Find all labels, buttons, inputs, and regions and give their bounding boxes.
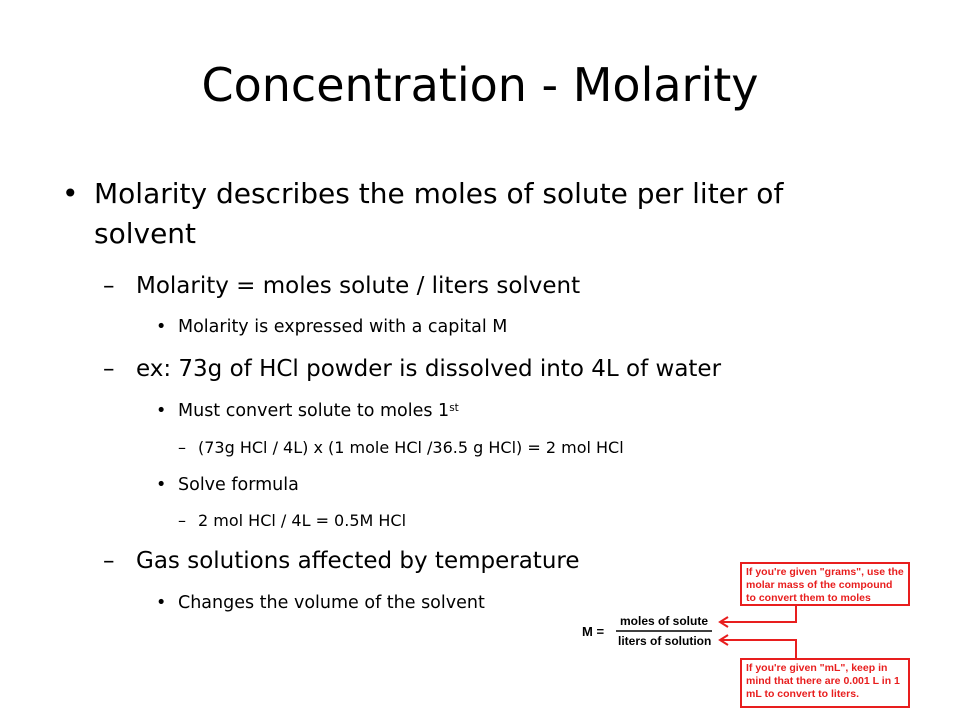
sub-bullet-gas: Gas solutions affected by temperature — [136, 548, 580, 574]
bullet-definition-line2: solvent — [94, 217, 197, 250]
example-step-convert-text: Must convert solute to moles 1 — [178, 401, 450, 421]
example-step-convert — [178, 400, 459, 422]
milliliters-note-box: If you're given "mL", keep in mind that there are 0.001 L in 1 mL to convert to liters. — [740, 658, 910, 708]
dash-marker: – — [103, 356, 115, 382]
molarity-symbol: M = — [582, 624, 605, 639]
bullet-marker: • — [156, 475, 167, 495]
dash-marker: – — [178, 438, 186, 457]
dash-marker: – — [178, 511, 186, 530]
bullet-marker: • — [62, 177, 79, 210]
example-calculation-molarity: 2 mol HCl / 4L = 0.5M HCl — [198, 511, 407, 530]
example-calculation-moles: (73g HCl / 4L) x (1 mole HCl /36.5 g HCl) = 2 mol HCl — [198, 438, 624, 457]
fraction-denominator: liters of solution — [618, 634, 712, 648]
example-step-solve: Solve formula — [178, 475, 299, 495]
fraction-numerator: moles of solute — [620, 614, 709, 628]
dash-marker: – — [103, 273, 115, 299]
molarity-formula-figure — [580, 560, 920, 710]
bullet-marker: • — [156, 593, 167, 613]
slide-title: Concentration - Molarity — [201, 58, 759, 112]
formula-note: Molarity is expressed with a capital M — [178, 317, 508, 337]
bullet-definition-line1: Molarity describes the moles of solute per liter of — [94, 177, 784, 210]
sub-bullet-formula: Molarity = moles solute / liters solvent — [136, 273, 581, 299]
dash-marker: – — [103, 548, 115, 574]
bullet-marker: • — [156, 317, 167, 337]
bullet-marker: • — [156, 401, 167, 421]
gas-note: Changes the volume of the solvent — [178, 593, 485, 613]
ordinal-suffix: st — [449, 402, 459, 415]
sub-bullet-example: ex: 73g of HCl powder is dissolved into 4L of water — [136, 356, 722, 382]
grams-note-box: If you're given "grams", use the molar mass of the compound to convert them to moles — [740, 562, 910, 606]
